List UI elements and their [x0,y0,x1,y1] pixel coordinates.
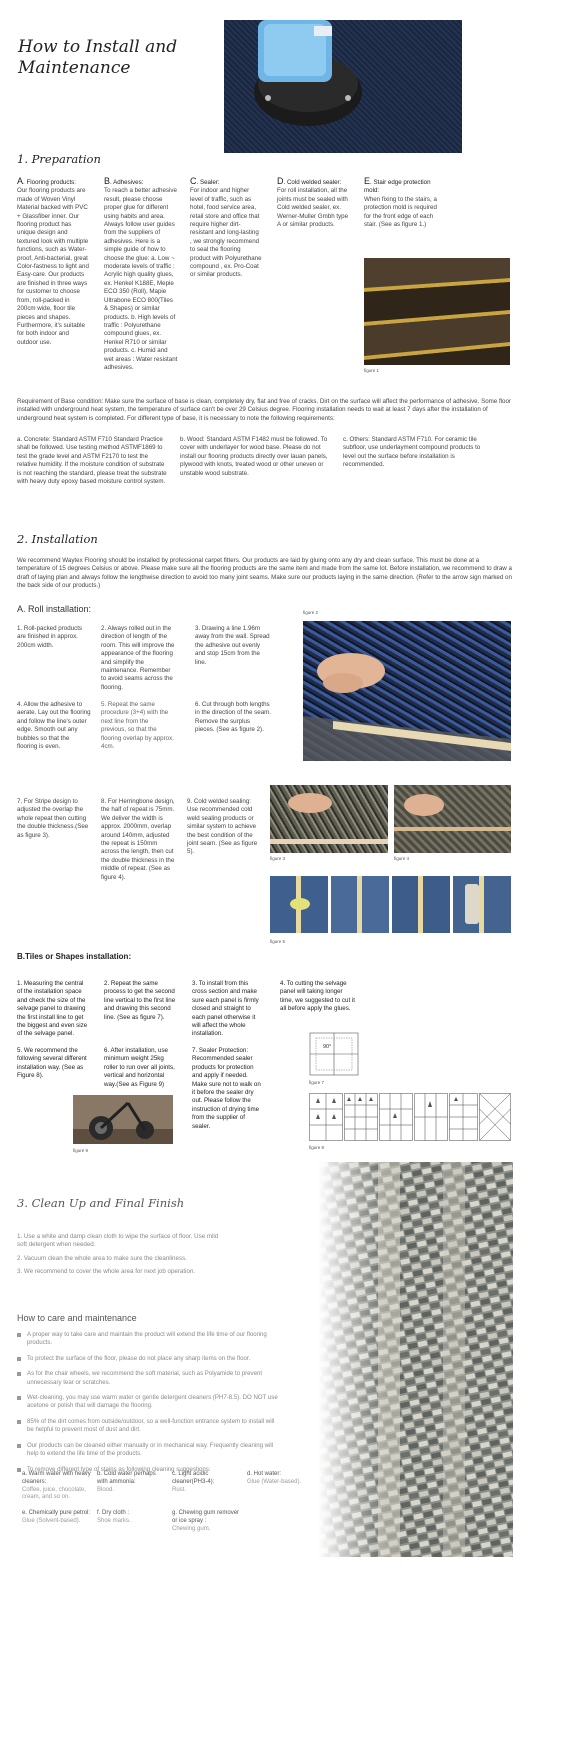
tiles-step-5: 5. We recommend the following several different installation way. (See as Figure 8). [17,1047,87,1080]
base-wood-text: b. Wood: Standard ASTM F1482 must be followed. To cover with underlayer for wood base. Please do not install our flooring products directly over lauan panels, plywood with knots, treated wood or other uneven or unstable wood substrate. [180,436,328,477]
roll-step-9: 9. Cold welded sealing: Use recommended cold weld sealing products or similar system to achieve the best condition of the joint seam. (See as figure 5). [187,798,258,856]
roll-step-3: 3. Drawing a line 1.96m away from the wall. Spread the adhesive out evenly and stop 15cm from the line. [195,625,270,666]
installation-patterns-svg [309,1093,511,1141]
figure-8-caption: figure 8 [309,1145,325,1150]
tiles-installation-heading: B.Tiles or Shapes installation: [17,952,132,961]
prep-b-label: Adhesives: [113,179,144,186]
installation-patterns-diagram [309,1093,511,1141]
care-item: Our products can be cleaned either manually or in mechanical way. Frequently cleaning will help to extend the life time of the products. [17,1442,279,1458]
woven-vinyl-closeup-photo [318,1162,513,1557]
stripe-overlap-photo [270,785,388,853]
roll-step-6: 6. Cut through both lengths in the direction of the seam. Remove the surplus pieces. (See as figure 2). [195,701,272,734]
prep-a-label: Flooring products: [26,179,76,186]
cold-weld-illustration [270,876,511,933]
roll-installation-heading: A. Roll installation: [17,604,92,614]
roll-step-5: 5. Repeat the same procedure (3+4) with the next line from the previous, so that the flooring overlap by approx. 4cm. [101,701,174,751]
stain-cleaner: a. Warm water with heavy cleaners: [22,1471,91,1485]
tiles-step-6: 6. After installation, use minimum weight 25kg roller to run over all joints, vertical and horizontal way.(See as Figure 9) [104,1047,175,1088]
prep-column-e: E. Stair edge protection mold: When fixing to the stairs, a protection mold is required for the front edge of each stair. (See as figure 1.) [364,176,437,229]
roll-step-2: 2. Always rolled out in the direction of length of the room. This will improve the appearance of the flooring and simplify the maintenance. Remember to avoid seams across the flooring. [101,625,175,691]
page-title [18,37,218,79]
section-heading-preparation: 1. Preparation [17,152,101,166]
section-heading-clean-up: 3. Clean Up and Final Finish [17,1196,185,1210]
care-item: To remove different type of stains as following cleaning suggestions: [17,1466,279,1474]
prep-c-text: For indoor and higher level of traffic, such as hotel, food service area, retail store and office that require higher dirt-resistant and long-lasting , we strongly recommend to seal the flooring product with Polyurethane compound , ex. Pro-Coat or similar products. [190,187,262,279]
roll-install-illustration [303,621,511,761]
stain-cleaner: b. Cold water perhaps with ammonia: [97,1471,156,1485]
clean-step-2: 2. Vacuum clean the whole area to make sure the cleanliness. [17,1255,187,1262]
care-item: As for the chair wheels, we recommend the soft material, such as Polyamide to prevent unnecessary tear or scratches. [17,1370,279,1386]
figure-4-caption: figure 4 [394,856,410,861]
letter-b: B [104,176,111,186]
stairs-illustration [364,258,510,365]
woven-closeup-illustration [318,1162,513,1557]
herringbone-overlap-photo [394,785,511,853]
prep-column-a: A. Flooring products: Our flooring products are made of Woven Vinyl Material backed with PVC + Glassfiber inner. Our flooring product has unique design and textured look with multiple functions, such as Water- proof, Anti-bacterial, great Color-fastness to light and Easy-care. Our products are finished in three ways for customer to choose from, roll-packed in 200cm wide, floor tile pieces and shapes. Furthermore, it's suitable for both indoor and outdoor use. [17,176,89,346]
stain-tip-b [97,1471,165,1494]
figure-9-caption: figure 9 [73,1148,89,1153]
stain-cleaner: g. Chewing gum remover or ice spray : [172,1510,240,1524]
roll-install-photo [303,621,511,761]
letter-e: E [364,176,371,186]
layout-grid-svg [309,1032,359,1076]
stain-type: Shoe marks. [97,1517,131,1524]
angle-label: 90° [323,1044,332,1050]
prep-column-c: C. Sealer: For indoor and higher level of traffic, such as hotel, food service area, retail store and office that require higher dirt-resistant and long-lasting , we strongly recommend to seal the flooring product with Polyurethane compound , ex. Pro-Coat or similar products. [190,176,262,279]
stain-type: Rust. [172,1486,187,1493]
floor-machine-illustration [224,20,462,153]
stain-tip-d [247,1471,319,1487]
page-title-line2: Maintenance [18,58,131,78]
care-item: Wet-cleaning, you may use warm water or gentle detergent cleaners (PH7-8.5). DO NOT use acetone or polish that will damage the flooring. [17,1394,279,1410]
stain-type: Coffee, juice, chocolate, cream, and so on. [22,1486,86,1501]
letter-d: D [277,176,284,186]
roll-step-4: 4. Allow the adhesive to aerate. Lay out the flooring and follow the line's outer edge. Smooth out any bubbles so that the flooring is even. [17,701,91,751]
layout-grid-diagram [309,1032,359,1076]
tiles-step-3: 3. To install from this cross section and make sure each panel is firmly closed and straight to each panel otherwise it will affect the whole installation. [192,980,259,1038]
prep-column-d: D. Cold welded sealer: For roll installation, all the joints must be sealed with Cold welded sealer, ex. Werner-Muller Gmbh type A or similar products. [277,176,349,229]
stain-type: Glue (Solvent-based). [22,1517,81,1524]
stain-tip-f [97,1510,165,1526]
tiles-step-4: 4. To cutting the selvage panel will taking longer time, we suggested to cut it all before apply the glues. [280,980,355,1013]
prep-b-text: To reach a better adhesive result, please choose proper glue for different using habits and area. Always follow user guides from the suppliers of adhesives. Here is a simple guide of how to choose the glue: a. Low ~ moderate levels of traffic : Acrylic high quality glues, ex. Henkel K188E, Mepie ECO 350 (Roll), Mapie Ultrabone ECO 800(Tiles & Shapes) or similar products. b. High levels of traffic : Polyurethane compound glues, ex. Henkel R710 or similar products. c. Humid and wet areas : Water resistant adhesives. [104,187,178,371]
figure-2-caption: figure 2 [303,610,319,615]
figure-1-caption: figure 1 [364,368,380,373]
prep-e-label: Stair edge protection mold: [364,179,431,195]
stain-tip-e [22,1510,92,1526]
prep-d-label: Cold welded sealer: [286,179,342,186]
stairs-photo [364,258,510,365]
base-others-text: c. Others: Standard ASTM F710. For ceramic tile subfloor, use underlayment compound products to level out the surface before installation is recommended. [343,436,481,469]
tiles-step-2: 2. Repeat the same process to get the second line vertical to the first line and drawing this second line. (See as figure 7). [104,980,176,1021]
tiles-step-7: 7. Sealer Protection: Recommended sealer products for protection and apply if needed. Make sure not to walk on it before the sealer dry out. Please follow the instruction of drying time from the supplier of sealer. [192,1047,261,1130]
care-item: 85% of the dirt comes from outside/outdoor, so a well-function entrance system to install will be helpful to prevent most of dust and dirt. [17,1418,279,1434]
stain-cleaner: f. Dry cloth : [97,1510,130,1516]
clean-step-1: 1. Use a white and damp clean cloth to wipe the surface of floor. Use mild soft detergent when needed. [17,1233,219,1249]
roller-illustration [73,1095,173,1144]
prep-a-text: Our flooring products are made of Woven Vinyl Material backed with PVC + Glassfiber inner. Our flooring product has unique design and textured look with multiple functions, such as Water- proof, Anti-bacterial, great Color-fastness to light and Easy-care. Our products are finished in three ways for customer to choose from, roll-packed in 200cm wide, floor tile pieces and shapes. Furthermore, it's suitable for both indoor and outdoor use. [17,187,89,346]
stain-tip-a [22,1471,92,1502]
page-title-line1: How to Install and [18,37,178,57]
prep-d-text: For roll installation, all the joints must be sealed with Cold welded sealer, ex. Werner-Muller Gmbh type A or similar products. [277,187,349,229]
roll-step-8: 8. For Herringbone design, the half of repeat is 75mm. We deliver the width is approx. 2000mm, overlap around 140mm, adjusted the repeat is 150mm across the length, then cut the double thickness in the middle of repeat. (See as figure 4). [101,798,175,881]
installation-intro: We recommend Waytex Flooring should be installed by professional carpet fitters. Our products are laid by gluing onto any dry and clean surface. This must be done at a temperature of 15 degrees Celsius or above. Please make sure all the flooring products are the same item and made from the same lot. Before installation, we recommend to draw a draft of laying plan and always follow the lengthwise direction to avoid too many joint seams. Make sure our products laying in the same direction. (Refer to the arrow sign marked on the back side of our products.) [17,557,512,590]
stain-cleaner: d. Hot water: [247,1471,282,1477]
tiles-step-1: 1. Measuring the central of the installation space and check the size of the selvage panel to drawing the first install line to get the biggest and even size of the selvage panel. [17,980,88,1038]
stripe-overlap-illustration [270,785,388,853]
prep-c-label: Sealer: [199,179,220,186]
letter-c: C [190,176,197,186]
figure-5-caption: figure 5 [270,939,286,944]
stain-cleaner: e. Chemically pure petrol: [22,1510,91,1516]
herringbone-overlap-illustration [394,785,511,853]
base-concrete-text: a. Concrete: Standard ASTM F710 Standard Practice shall be followed. Use testing method ASTMF1869 to test the grade level and ASTM F2170 to test the relative humidity. If the moisture condition of substrate is not reaching the standard, please treat the substrate with heavy duty epoxy based moisture control system. [17,436,167,486]
section-heading-installation: 2. Installation [17,532,98,546]
stain-cleaner: c. Light acidic cleaner(PH3-4): [172,1471,215,1485]
care-item: To protect the surface of the floor, please do not place any sharp items on the floor. [17,1355,279,1363]
stain-type: Glue (Water-based). [247,1478,302,1485]
stain-type: Chewing gum. [172,1525,211,1532]
roll-step-7: 7. For Stripe design to adjusted the overlap the whole repeat then cutting the double thickness.(See as figure 3). [17,798,89,839]
base-requirement-text: Requirement of Base condition: Make sure the surface of base is clean, completely dry, flat and free of cracks. Dirt on the surface will affect the performance of adhesive. Some floor installed with underground heat system, the temperature of surface can't be over 29 Celsius degree. Flooring installation needs to wait at least 7 days after the installation of underground heat system is completed. For different type of base, it is necessary to note the following requirements: [17,398,511,422]
roller-photo [73,1095,173,1144]
floor-machine-photo [224,20,462,153]
care-item: A proper way to take care and maintain the product will extend the life time of our flooring products. [17,1331,279,1347]
prep-column-b: B. Adhesives: To reach a better adhesive result, please choose proper glue for different using habits and area. Always follow user guides from the suppliers of adhesives. Here is a simple guide of how to choose the glue: a. Low ~ moderate levels of traffic : Acrylic high quality glues, ex. Henkel K188E, Mepie ECO 350 (Roll), Mapie Ultrabone ECO 800(Tiles & Shapes) or similar products. b. High levels of traffic : Polyurethane compound glues, ex. Henkel R710 or similar products. c. Humid and wet areas : Water resistant adhesives. [104,176,178,371]
clean-step-3: 3. We recommend to cover the whole area for next job operation. [17,1268,196,1275]
letter-a: A [17,176,24,186]
stain-type: Blood. [97,1486,115,1493]
stain-tip-g [172,1510,244,1533]
figure-7-caption: figure 7 [309,1080,325,1085]
stain-tip-c [172,1471,240,1494]
prep-e-text: When fixing to the stairs, a protection mold is required for the front edge of each stair. (See as figure 1.) [364,195,437,229]
care-heading: How to care and maintenance [17,1313,137,1323]
figure-3-caption: figure 3 [270,856,286,861]
cold-weld-photo-strip [270,876,511,933]
care-list [17,1331,279,1481]
roll-step-1: 1. Roll-packed products are finished in approx. 200cm width. [17,625,83,649]
